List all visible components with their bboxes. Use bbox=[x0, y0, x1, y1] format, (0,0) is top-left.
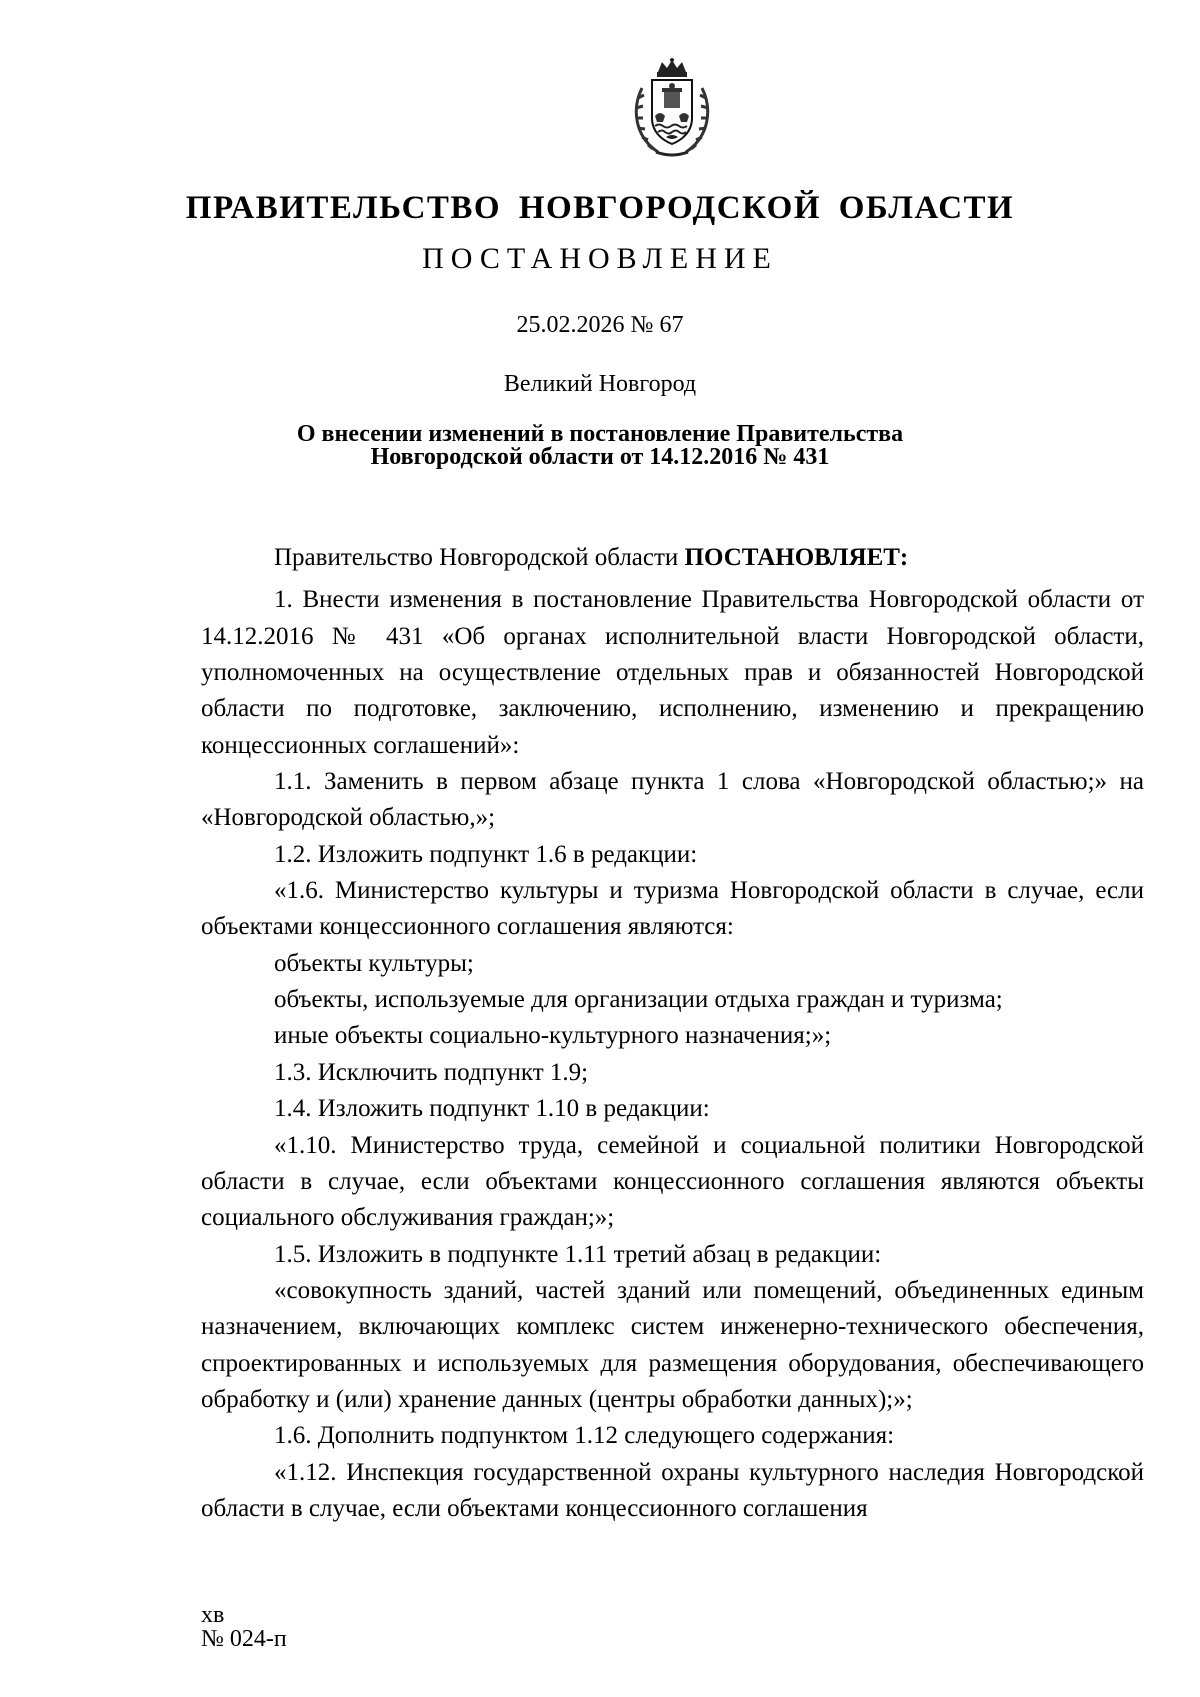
paragraph: 1.1. Заменить в первом абзаце пункта 1 слова «Новгородской областью;» на «Новгородской областью,»; bbox=[201, 768, 1144, 832]
paragraph: «1.6. Министерство культуры и туризма Новгородской области в случае, если объектами концессионного соглашения являются: bbox=[201, 877, 1144, 941]
document-type: ПОСТАНОВЛЕНИЕ bbox=[422, 242, 778, 275]
subject-line: О внесении изменений в постановление Правительства bbox=[296, 421, 904, 447]
preamble-text: Правительство Новгородской области bbox=[274, 544, 685, 571]
government-title: ПРАВИТЕЛЬСТВО НОВГОРОДСКОЙ ОБЛАСТИ bbox=[185, 190, 1015, 226]
paragraph: «1.12. Инспекция государственной охраны культурного наследия Новгородской области в случае, если объектами концессионного соглашения bbox=[201, 1458, 1144, 1522]
paragraph: 1.5. Изложить в подпункте 1.11 третий абзац в редакции: bbox=[274, 1240, 882, 1268]
issue-city: Великий Новгород bbox=[503, 371, 697, 397]
paragraph: иные объекты социально-культурного назначения;»; bbox=[274, 1022, 832, 1050]
subject-line: Новгородской области от 14.12.2016 № 431 bbox=[370, 444, 830, 470]
paragraph: 1.4. Изложить подпункт 1.10 в редакции: bbox=[274, 1095, 710, 1123]
paragraph: «совокупность зданий, частей зданий или помещений, объединенных единым назначением, включающих комплекс систем инженерно-технического обеспечения, спроектированных и используемых для размещения оборудования, обеспечивающего обработку и (или) хранение данных (центры обработки данных);»; bbox=[201, 1276, 1144, 1413]
paragraph: «1.10. Министерство труда, семейной и социальной политики Новгородской области в случае, если объектами концессионного соглашения являются объекты социального обслуживания граждан;»; bbox=[201, 1131, 1144, 1232]
paragraph: 1.2. Изложить подпункт 1.6 в редакции: bbox=[274, 840, 698, 868]
paragraph: 1. Внести изменения в постановление Правительства Новгородской области от 14.12.2016 № 431 «Об органах исполнительной власти Новгородской области, уполномоченных на осуществление отдельных прав и обязанностей Новгородской области по подготовке, заключению, исполнению, изменению и прекращению концессионных соглашений»: bbox=[201, 586, 1144, 759]
document-footer bbox=[201, 1603, 287, 1651]
paragraph: объекты культуры; bbox=[274, 949, 474, 977]
preamble bbox=[201, 540, 1144, 576]
paragraph: 1.3. Исключить подпункт 1.9; bbox=[274, 1058, 589, 1086]
paragraph: объекты, используемые для организации отдыха граждан и туризма; bbox=[274, 986, 1003, 1014]
executor-initials: хв bbox=[201, 1602, 225, 1628]
novgorod-coat-of-arms-icon bbox=[628, 58, 716, 160]
document-date-number: 25.02.2026 № 67 bbox=[516, 312, 684, 338]
registry-number: № 024-п bbox=[201, 1626, 287, 1652]
document-body bbox=[201, 540, 1144, 1527]
paragraph: 1.6. Дополнить подпунктом 1.12 следующего содержания: bbox=[274, 1422, 895, 1450]
preamble-decree-word: ПОСТАНОВЛЯЕТ: bbox=[684, 544, 909, 571]
document-subject bbox=[0, 423, 1200, 469]
